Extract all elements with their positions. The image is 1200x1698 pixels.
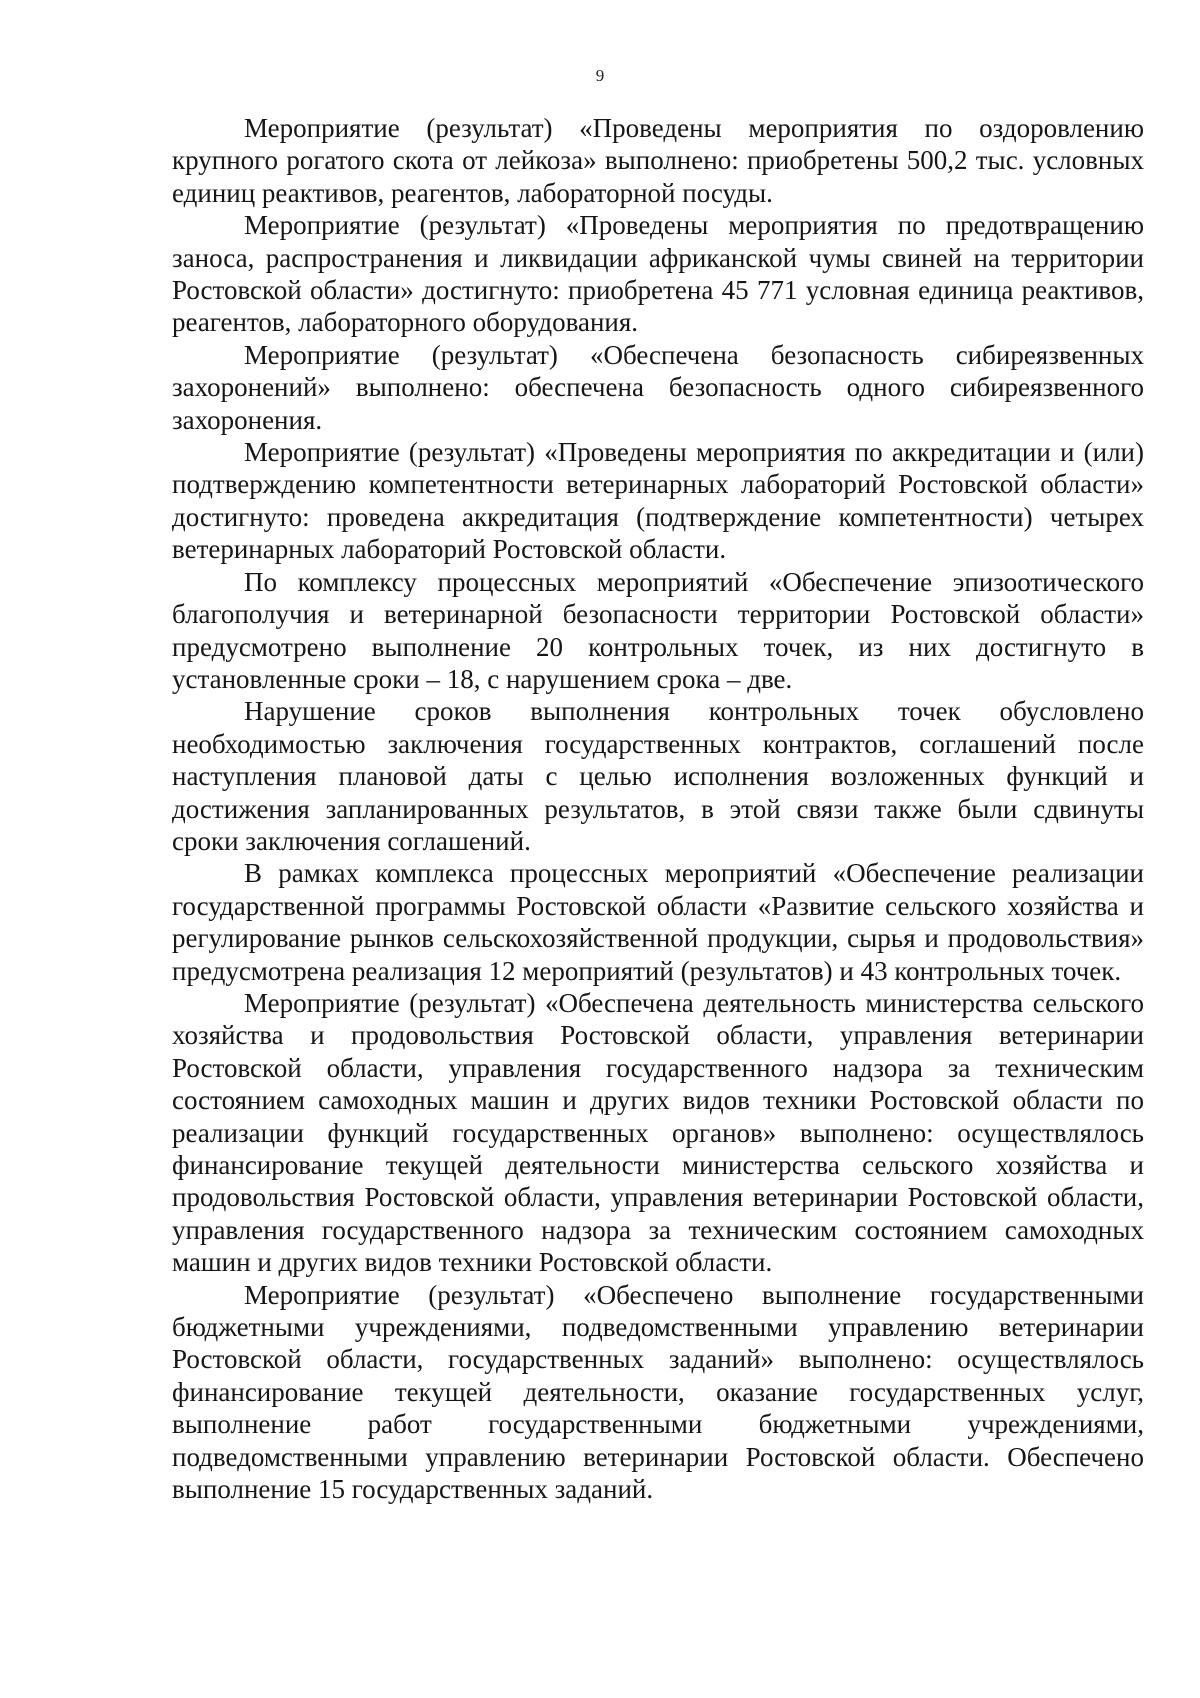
paragraph-anthrax-burials-result: Мероприятие (результат) «Обеспечена безопасность сибиреязвенных захоронений» выполнено: обеспечена безопасность одного сибиреязвенного захоронения. xyxy=(172,339,1144,435)
paragraph-program-implementation: В рамках комплекса процессных мероприятий «Обеспечение реализации государственной программы Ростовской области «Развитие сельского хозяйства и регулирование рынков сельскохозяйственной продукции, сырья и продовольствия» предусмотрена реализация 12 мероприятий (результатов) и 43 контрольных точек. xyxy=(172,858,1144,986)
paragraph-control-points-summary: По комплексу процессных мероприятий «Обеспечение эпизоотического благополучия и ветеринарной безопасности территории Ростовской области» предусмотрено выполнение 20 контрольных точек, из них достигнуто в установленные сроки – 18, с нарушением срока – две. xyxy=(172,566,1144,694)
paragraph-ministry-activity-result: Мероприятие (результат) «Обеспечена деятельность министерства сельского хозяйства и продовольствия Ростовской области, управления ветеринарии Ростовской области, управления государственного надзора за техническим состоянием самоходных машин и других видов техники Ростовской области по реализации функций государственных органов» выполнено: осуществлялось финансирование текущей деятельности министерства сельского хозяйства и продовольствия Ростовской области, управления ветеринарии Ростовской области, управления государственного надзора за техническим состоянием самоходных машин и других видов техники Ростовской области. xyxy=(172,987,1144,1278)
paragraph-deadline-violation-reason: Нарушение сроков выполнения контрольных точек обусловлено необходимостью заключения государственных контрактов, соглашений после наступления плановой даты с целью исполнения возложенных функций и достижения запланированных результатов, в этой связи также были сдвинуты сроки заключения соглашений. xyxy=(172,696,1144,856)
document-body xyxy=(172,112,1144,1505)
paragraph-state-assignments-result: Мероприятие (результат) «Обеспечено выполнение государственными бюджетными учреждениями, подведомственными управлению ветеринарии Ростовской области, государственных заданий» выполнено: осуществлялось финансирование текущей деятельности, оказание государственных услуг, выполнение работ государственными бюджетными учреждениями, подведомственными управлению ветеринарии Ростовской области. Обеспечено выполнение 15 государственных заданий. xyxy=(172,1279,1144,1505)
paragraph-swine-fever-result: Мероприятие (результат) «Проведены мероприятия по предотвращению заноса, распространения и ликвидации африканской чумы свиней на территории Ростовской области» достигнуто: приобретена 45 771 условная единица реактивов, реагентов, лабораторного оборудования. xyxy=(172,210,1144,338)
paragraph-lab-accreditation-result: Мероприятие (результат) «Проведены мероприятия по аккредитации и (или) подтверждению компетентности ветеринарных лабораторий Ростовской области» достигнуто: проведена аккредитация (подтверждение компетентности) четырех ветеринарных лабораторий Ростовской области. xyxy=(172,437,1144,565)
page-number: 9 xyxy=(595,66,605,85)
paragraph-leukosis-result: Мероприятие (результат) «Проведены мероприятия по оздоровлению крупного рогатого скота от лейкоза» выполнено: приобретены 500,2 тыс. условных единиц реактивов, реагентов, лабораторной посуды. xyxy=(172,113,1144,208)
